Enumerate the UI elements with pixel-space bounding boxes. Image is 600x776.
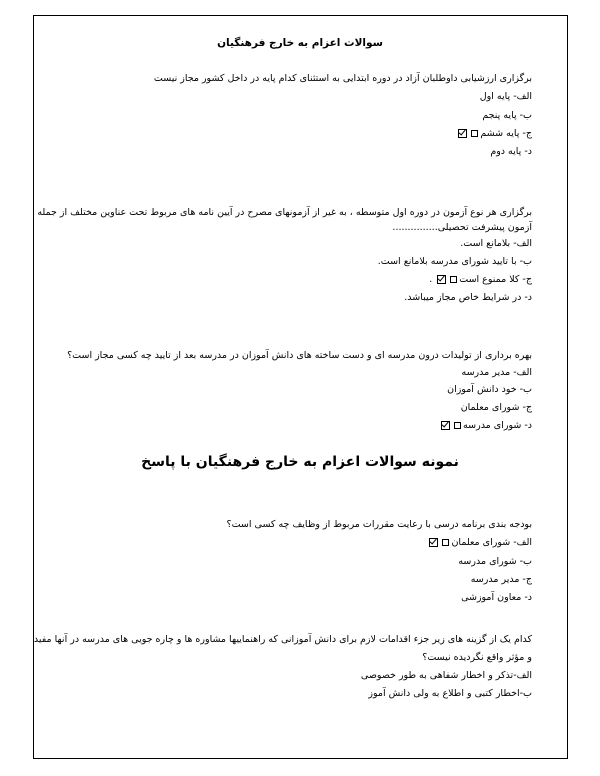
question-3-text: بهره برداری از تولیدات درون مدرسه ای و دست ساخته های دانش آموزان در مدرسه بعد از تایید چه کسی مجاز است؟ <box>67 350 532 361</box>
question-3-option-b: ب- خود دانش آموزان <box>447 384 532 395</box>
empty-checkbox-icon <box>450 276 457 283</box>
empty-checkbox-icon <box>471 130 478 137</box>
question-5-text-line-2: و مؤثر واقع نگردیده نیست؟ <box>422 652 532 663</box>
checked-checkbox-icon <box>458 129 467 138</box>
question-3-option-c: ج- شورای معلمان <box>460 402 532 413</box>
section-title: نمونه سوالات اعزام به خارج فرهنگیان با پاسخ <box>141 454 459 470</box>
question-1-option-a: الف- پایه اول <box>479 91 532 102</box>
question-2-text-line-1: برگزاری هر نوع آزمون در دوره اول متوسطه ، به غیر از آزمونهای مصرح در آیین نامه های مربوط تحت عناوین مختلف از جمله <box>37 207 532 218</box>
question-2-option-c: ج- کلا ممنوع است . <box>429 274 532 285</box>
question-3-option-d: د- شورای مدرسه <box>439 420 532 432</box>
question-2-text-line-2: آزمون پیشرفت تحصیلی............... <box>392 222 532 233</box>
checked-checkbox-icon <box>441 421 450 430</box>
question-4-option-c: ج- مدیر مدرسه <box>470 574 532 585</box>
question-4-option-a: الف- شورای معلمان <box>427 537 532 549</box>
question-2-option-b: ب- با تایید شورای مدرسه بلامانع است. <box>377 256 532 267</box>
checked-checkbox-icon <box>429 538 438 547</box>
page-title: سوالات اعزام به خارج فرهنگیان <box>217 37 383 49</box>
question-1-option-b: ب- پایه پنجم <box>482 110 532 121</box>
question-1-option-d: د- پایه دوم <box>490 146 532 157</box>
question-1-text: برگزاری ارزشیابی داوطلبان آزاد در دوره ابتدایی به استثنای کدام پایه در داخل کشور مجاز نیست <box>153 73 532 84</box>
empty-checkbox-icon <box>454 422 461 429</box>
question-5-option-b: ب-اخطار کتبی و اطلاع به ولی دانش آموز <box>368 688 532 699</box>
question-4-option-d: د- معاون آموزشی <box>461 592 532 603</box>
question-4-option-b: ب- شورای مدرسه <box>458 556 532 567</box>
question-4-text: بودجه بندی برنامه درسی با رعایت مقررات مربوط از وظایف چه کسی است؟ <box>226 519 532 530</box>
question-3-option-a: الف- مدیر مدرسه <box>461 367 532 378</box>
question-2-option-d: د- در شرایط خاص مجاز میباشد. <box>404 292 532 303</box>
question-2-option-a: الف- بلامانع است. <box>460 238 532 249</box>
question-5-text-line-1: کدام یک از گزینه های زیر جزء اقدامات لازم برای دانش آموزانی که راهنماییها مشاوره ها و چاره جویی های مدرسه در آنها مفید <box>33 634 532 645</box>
question-5-option-a: الف-تذکر و اخطار شفاهی به طور خصوصی <box>360 670 532 681</box>
checked-checkbox-icon <box>437 275 446 284</box>
question-1-option-c: ج- پایه ششم <box>456 128 532 140</box>
empty-checkbox-icon <box>442 539 449 546</box>
